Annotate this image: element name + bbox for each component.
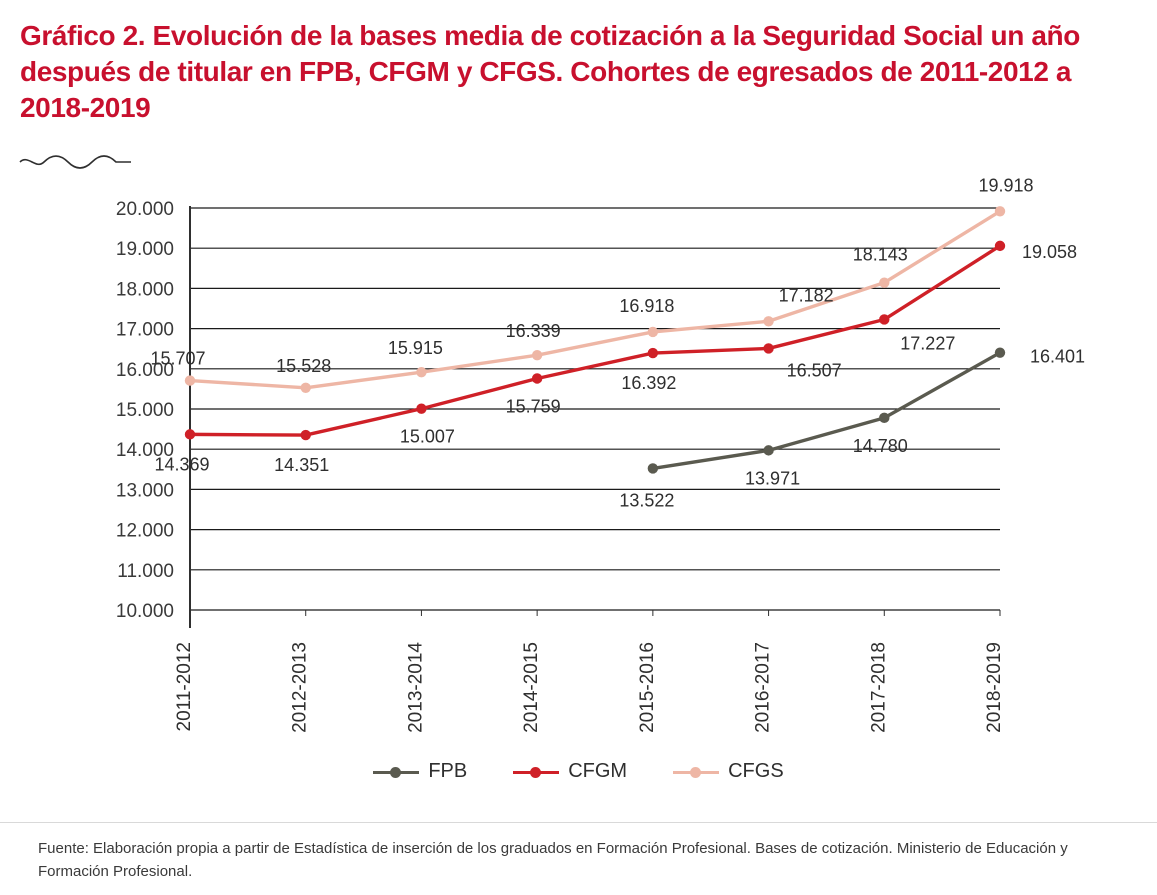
- x-axis-tick-label: 2017-2018: [868, 642, 890, 733]
- y-axis-tick-label: 11.000: [117, 560, 174, 582]
- data-point: [879, 277, 889, 287]
- data-point: [532, 350, 542, 360]
- legend-marker-fpb: [373, 765, 419, 779]
- y-axis-tick-label: 12.000: [115, 520, 174, 542]
- series-line-cfgm: [190, 246, 1000, 435]
- data-label: 19.918: [978, 175, 1034, 196]
- chart-legend: [0, 760, 1157, 783]
- data-point: [879, 314, 889, 324]
- data-label: 15.759: [505, 396, 561, 417]
- data-label: 13.522: [619, 490, 675, 511]
- data-point: [763, 343, 773, 353]
- chart-plot-area: [0, 170, 1157, 810]
- data-label: 19.058: [1022, 241, 1078, 262]
- data-label: 14.780: [852, 435, 908, 456]
- x-axis-tick-label: 2016-2017: [752, 642, 774, 733]
- legend-label-cfgm: CFGM: [568, 760, 628, 782]
- data-label: 15.007: [399, 426, 455, 447]
- data-label: 14.369: [154, 454, 210, 475]
- data-label: 18.143: [852, 244, 908, 265]
- data-point: [763, 316, 773, 326]
- data-label: 15.707: [150, 348, 206, 369]
- data-label: 17.227: [900, 333, 956, 354]
- data-point: [648, 463, 658, 473]
- data-point: [995, 347, 1005, 357]
- legend-item-fpb[interactable]: [373, 760, 467, 783]
- legend-item-cfgs[interactable]: [673, 760, 784, 783]
- data-label: 15.528: [276, 355, 332, 376]
- legend-marker-cfgs: [673, 765, 719, 779]
- data-label: 17.182: [778, 285, 834, 306]
- y-axis-tick-label: 17.000: [115, 319, 174, 341]
- data-point: [995, 206, 1005, 216]
- data-point: [301, 383, 311, 393]
- x-axis-tick-label: 2011-2012: [174, 642, 195, 732]
- data-label: 16.507: [786, 360, 842, 381]
- legend-label-fpb: FPB: [428, 760, 468, 782]
- y-axis-tick-label: 20.000: [115, 199, 174, 220]
- x-axis-tick-label: 2012-2013: [289, 642, 311, 733]
- x-axis-tick-label: 2018-2019: [984, 642, 1005, 733]
- data-point: [763, 445, 773, 455]
- footer-divider: [0, 822, 1157, 823]
- y-axis-tick-label: 13.000: [115, 480, 174, 502]
- y-axis-tick-label: 16.000: [115, 359, 174, 381]
- squiggle-decoration: [18, 150, 133, 172]
- data-label: 14.351: [274, 455, 330, 476]
- y-axis-tick-label: 15.000: [115, 400, 174, 421]
- data-label: 16.392: [621, 373, 677, 394]
- x-axis-tick-label: 2013-2014: [405, 642, 427, 733]
- y-axis-tick-label: 19.000: [115, 239, 174, 261]
- legend-item-cfgm[interactable]: [513, 760, 627, 783]
- data-point: [416, 404, 426, 414]
- legend-label-cfgs: CFGS: [728, 760, 784, 782]
- data-label: 16.401: [1030, 346, 1086, 367]
- data-label: 16.918: [619, 295, 675, 316]
- data-point: [532, 373, 542, 383]
- data-label: 13.971: [745, 468, 801, 489]
- data-point: [185, 375, 195, 385]
- data-point: [416, 367, 426, 377]
- data-point: [995, 241, 1005, 251]
- data-point: [301, 430, 311, 440]
- chart-title: Gráfico 2. Evolución de la bases media de cotización a la Seguridad Social un año después de titular en FPB, CFGM y CFGS. Cohortes de egresados de 2011-2012 a 2018-2019: [20, 20, 1080, 123]
- x-axis-tick-label: 2015-2016: [636, 642, 658, 733]
- data-label: 16.339: [505, 321, 561, 342]
- data-point: [648, 327, 658, 337]
- y-axis-tick-label: 18.000: [115, 279, 174, 301]
- data-point: [648, 348, 658, 358]
- y-axis-tick-label: 10.000: [115, 601, 174, 622]
- legend-marker-cfgm: [513, 765, 559, 779]
- data-label: 15.915: [387, 338, 443, 359]
- data-point: [879, 413, 889, 423]
- data-point: [185, 429, 195, 439]
- source-note: Fuente: Elaboración propia a partir de Estadística de inserción de los graduados en Formación Profesional. Bases de cotización. Ministerio de Educación y Formación Profesional.: [38, 840, 1068, 880]
- x-axis-tick-label: 2014-2015: [521, 642, 543, 733]
- y-axis-tick-label: 14.000: [115, 440, 174, 462]
